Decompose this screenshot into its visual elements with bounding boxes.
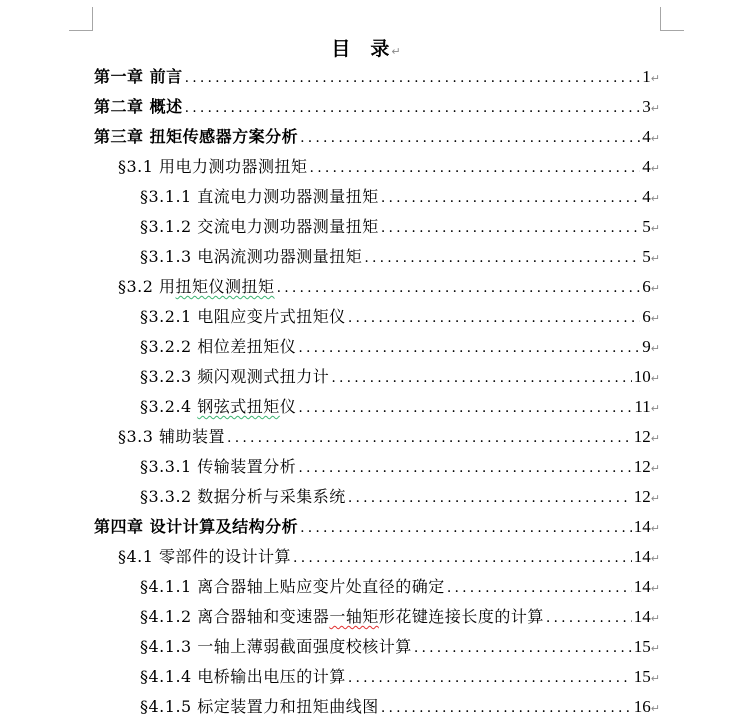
toc-entry-page: 12 (633, 457, 651, 476)
paragraph-mark-icon: ↵ (650, 102, 660, 115)
toc-entry-3-2-1[interactable] (140, 302, 660, 332)
dot-leader (185, 63, 641, 93)
toc-entry-page: 5 (642, 247, 651, 266)
grammar-check-squiggle[interactable]: 钢弦式扭矩 (197, 397, 280, 416)
paragraph-mark-icon: ↵ (391, 45, 403, 58)
paragraph-mark-icon: ↵ (650, 132, 660, 145)
dot-leader (381, 183, 640, 213)
dot-leader (381, 693, 632, 723)
dot-leader (298, 453, 631, 483)
paragraph-mark-icon: ↵ (650, 582, 660, 595)
toc-entry-3-1-1[interactable] (140, 182, 660, 212)
paragraph-mark-icon: ↵ (650, 252, 660, 265)
toc-entry-3-3-1[interactable] (140, 452, 660, 482)
toc-entry-3-2-2[interactable] (140, 332, 660, 362)
toc-entry-page: 6 (642, 277, 651, 296)
dot-leader (348, 663, 632, 693)
toc-entry-3-2[interactable] (118, 272, 660, 302)
toc-entry-page: 6 (642, 307, 651, 326)
dot-leader (447, 573, 632, 603)
toc-entry-page: 9 (642, 337, 651, 356)
paragraph-mark-icon: ↵ (650, 372, 660, 385)
toc-entry-3-3-2[interactable] (140, 482, 660, 512)
paragraph-mark-icon: ↵ (650, 552, 660, 565)
toc-entry-label: §3.1.1 直流电力测功器测量扭矩 (140, 187, 379, 206)
paragraph-mark-icon: ↵ (650, 522, 660, 535)
dot-leader (293, 543, 632, 573)
paragraph-mark-icon: ↵ (650, 282, 660, 295)
toc-entry-page: 15 (633, 637, 651, 656)
paragraph-mark-icon: ↵ (650, 672, 660, 685)
toc-entry-page: 12 (633, 487, 651, 506)
toc-entry-page: 14 (633, 607, 651, 626)
toc-entry-label: 第四章 设计计算及结构分析 (94, 517, 299, 536)
toc-entry-4-1-5[interactable] (140, 692, 660, 722)
toc-entry-3-3[interactable] (118, 422, 660, 452)
toc-entry-label: §3.2.2 相位差扭矩仪 (140, 337, 297, 356)
toc-entry-3-2-3[interactable] (140, 362, 660, 392)
toc-entry-label: §3.1.3 电涡流测功器测量扭矩 (140, 247, 363, 266)
toc-entry-page: 11 (634, 397, 651, 416)
toc-entry-3-1[interactable] (118, 152, 660, 182)
toc-entry-label: §3.3.1 传输装置分析 (140, 457, 297, 476)
toc-entry-page: 15 (633, 667, 651, 686)
toc-entry-label: §4.1.5 标定装置力和扭矩曲线图 (140, 697, 379, 716)
paragraph-mark-icon: ↵ (650, 222, 660, 235)
label-text: §4.1.2 离合器轴和变速器 (140, 607, 330, 626)
label-text: §3.2 用 (118, 277, 176, 296)
toc-entry-label: §3.1 用电力测功器测扭矩 (118, 157, 308, 176)
toc-entry-label: §4.1.4 电桥输出电压的计算 (140, 667, 346, 686)
paragraph-mark-icon: ↵ (650, 492, 660, 505)
toc-title (0, 34, 734, 61)
paragraph-mark-icon: ↵ (650, 402, 660, 415)
toc-entry-page: 12 (633, 427, 651, 446)
toc-entry-page: 3 (642, 97, 651, 116)
toc-entry-label: §3.3 辅助装置 (118, 427, 226, 446)
toc-entry-4-1-2[interactable] (140, 602, 660, 632)
dot-leader (546, 603, 632, 633)
dot-leader (414, 633, 632, 663)
toc-entry-page: 1 (642, 67, 651, 86)
toc-entry-label: 第三章 扭矩传感器方案分析 (94, 127, 299, 146)
toc-entry-4-1-1[interactable] (140, 572, 660, 602)
toc-entry-label: §3.1.2 交流电力测功器测量扭矩 (140, 217, 379, 236)
dot-leader (227, 423, 632, 453)
label-text: 形花键连接长度的计算 (378, 607, 544, 626)
toc-entry-page: 14 (633, 547, 651, 566)
spelling-check-squiggle[interactable]: 一轴矩 (329, 607, 379, 626)
toc-entry-label: §3.3.2 数据分析与采集系统 (140, 487, 346, 506)
paragraph-mark-icon: ↵ (650, 462, 660, 475)
toc-entry-4-1-4[interactable] (140, 662, 660, 692)
toc-entry-label: 第一章 前言 (94, 67, 183, 86)
toc-entry-label (140, 392, 296, 422)
toc-entry-chapter-2[interactable] (94, 92, 660, 122)
dot-leader (348, 303, 640, 333)
label-text: 仪 (279, 397, 297, 416)
toc-entry-page: 14 (633, 517, 651, 536)
paragraph-mark-icon: ↵ (650, 612, 660, 625)
toc-entry-label (140, 602, 544, 632)
paragraph-mark-icon: ↵ (650, 342, 660, 355)
grammar-check-squiggle[interactable]: 扭矩仪测扭矩 (175, 277, 275, 296)
paragraph-mark-icon: ↵ (650, 312, 660, 325)
toc-title-char-1: 目 (331, 38, 353, 60)
toc-entry-page: 16 (633, 697, 651, 716)
toc-entry-page: 4 (642, 157, 651, 176)
toc-title-char-2: 录 (370, 38, 392, 60)
toc-entry-label: 第二章 概述 (94, 97, 183, 116)
toc-entry-page: 5 (642, 217, 651, 236)
dot-leader (364, 243, 640, 273)
paragraph-mark-icon: ↵ (650, 642, 660, 655)
dot-leader (185, 93, 641, 123)
toc-entry-3-2-4[interactable] (140, 392, 660, 422)
toc-entry-3-1-2[interactable] (140, 212, 660, 242)
toc-entry-4-1-3[interactable] (140, 632, 660, 662)
paragraph-mark-icon: ↵ (650, 72, 660, 85)
dot-leader (348, 483, 632, 513)
toc-entry-label: §3.2.3 频闪观测式扭力计 (140, 367, 330, 386)
toc-entry-label: §4.1.1 离合器轴上贴应变片处直径的确定 (140, 577, 445, 596)
dot-leader (300, 513, 632, 543)
toc-entry-chapter-3[interactable] (94, 122, 660, 152)
dot-leader (300, 123, 640, 153)
label-text: §3.2.4 (140, 397, 198, 416)
toc-entry-label: §4.1.3 一轴上薄弱截面强度校核计算 (140, 637, 412, 656)
dot-leader (381, 213, 640, 243)
toc-entry-page: 14 (633, 577, 651, 596)
toc-entry-page: 10 (633, 367, 651, 386)
dot-leader (298, 333, 640, 363)
toc-entry-page: 4 (642, 187, 651, 206)
paragraph-mark-icon: ↵ (650, 162, 660, 175)
toc-entry-3-1-3[interactable] (140, 242, 660, 272)
paragraph-mark-icon: ↵ (650, 702, 660, 715)
toc-entry-label: §4.1 零部件的设计计算 (118, 547, 292, 566)
paragraph-mark-icon: ↵ (650, 432, 660, 445)
dot-leader (277, 273, 641, 303)
toc-entry-chapter-4[interactable] (94, 512, 660, 542)
dot-leader (298, 393, 632, 423)
dot-leader (331, 363, 631, 393)
toc-entry-label (118, 272, 275, 302)
page-corner-mark-top-left (69, 7, 93, 31)
toc-entry-chapter-1[interactable] (94, 62, 660, 92)
toc-entry-label: §3.2.1 电阻应变片式扭矩仪 (140, 307, 346, 326)
dot-leader (310, 153, 641, 183)
page-corner-mark-top-right (660, 7, 684, 31)
toc-entry-4-1[interactable] (118, 542, 660, 572)
toc-entry-page: 4 (642, 127, 651, 146)
paragraph-mark-icon: ↵ (650, 192, 660, 205)
